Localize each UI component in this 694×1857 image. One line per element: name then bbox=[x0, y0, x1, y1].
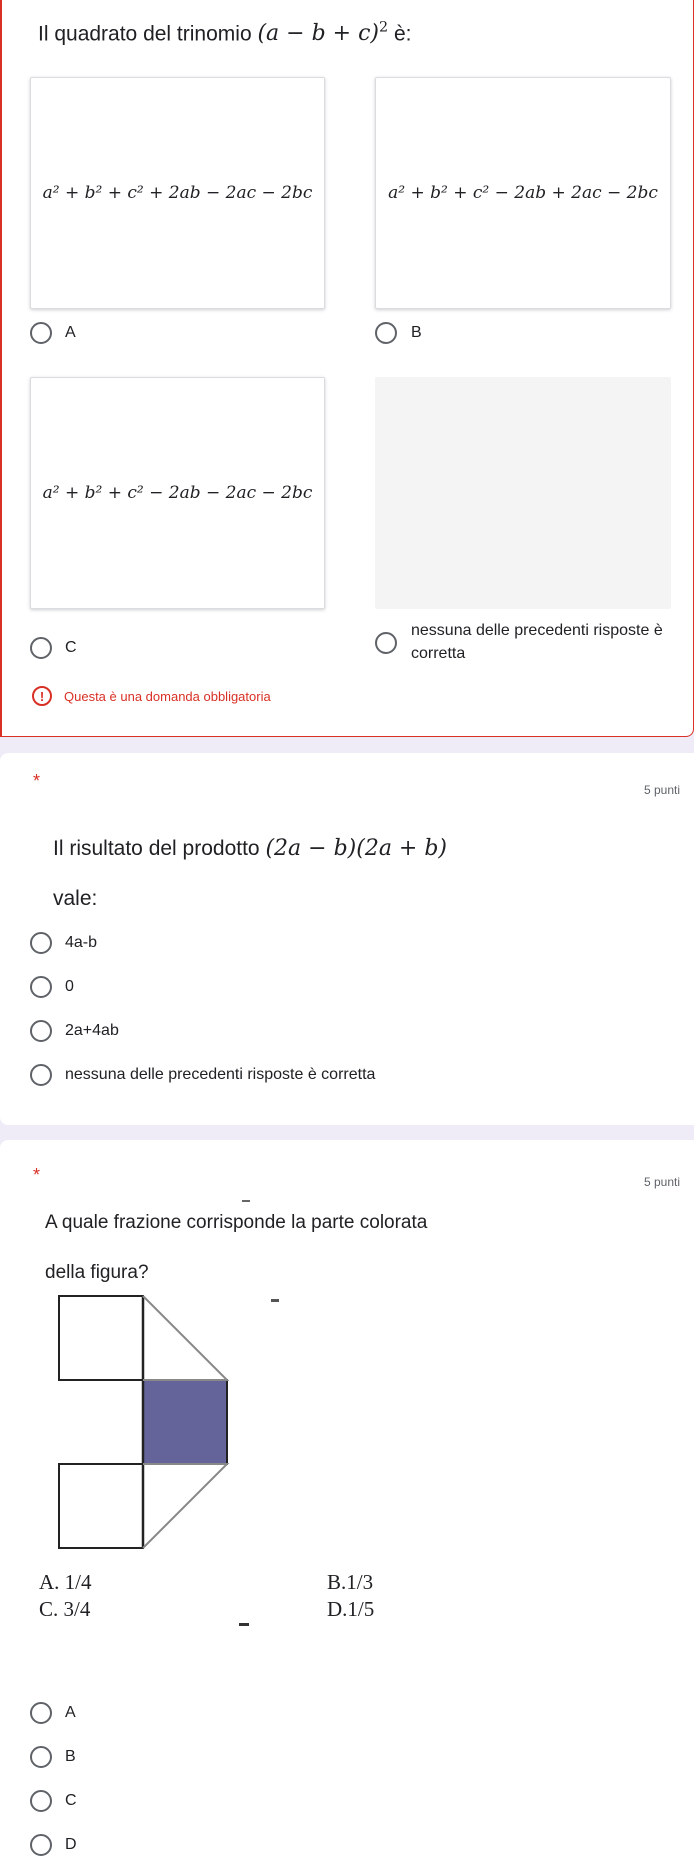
choice-b-label: B bbox=[411, 324, 422, 341]
radio-4a-b[interactable] bbox=[30, 932, 52, 954]
choice-d-label: D bbox=[65, 1836, 77, 1853]
option-image-b[interactable] bbox=[375, 77, 671, 309]
scan-mark bbox=[239, 1623, 249, 1626]
choice-a-label: A bbox=[65, 1704, 76, 1721]
radio-b[interactable] bbox=[30, 1746, 52, 1768]
question-1-math-exp: 2 bbox=[379, 20, 389, 36]
radio-a[interactable] bbox=[30, 1702, 52, 1724]
fraction-figure bbox=[45, 1285, 245, 1561]
radio-b[interactable] bbox=[375, 322, 397, 344]
radio-none[interactable] bbox=[375, 632, 397, 654]
option-c-expression: a² + b² + c² − 2ab − 2ac − 2bc bbox=[42, 483, 313, 503]
question-3-title-line1: A quale frazione corrisponde la parte colorata bbox=[45, 1212, 428, 1233]
radio-c[interactable] bbox=[30, 637, 52, 659]
question-3-title-line2: della figura? bbox=[45, 1262, 149, 1283]
choice-none-label-line1: nessuna delle precedenti risposte è bbox=[411, 622, 663, 639]
radio-d[interactable] bbox=[30, 1834, 52, 1856]
choice-a-label: A bbox=[65, 324, 76, 341]
option-b-expression: a² + b² + c² − 2ab + 2ac − 2bc bbox=[388, 183, 658, 203]
radio-c[interactable] bbox=[30, 1790, 52, 1812]
figure-bottom-triangle bbox=[143, 1464, 227, 1548]
shaded-square bbox=[143, 1380, 227, 1464]
question-2-title-text: Il risultato del prodotto bbox=[53, 837, 266, 860]
radio-none[interactable] bbox=[30, 1064, 52, 1086]
points-label: 5 punti bbox=[643, 783, 680, 797]
option-image-d[interactable] bbox=[375, 377, 671, 609]
question-1-title bbox=[38, 20, 411, 46]
legend-c: C. 3/4 bbox=[39, 1597, 91, 1621]
scan-mark bbox=[242, 1200, 250, 1202]
radio-2a-4ab[interactable] bbox=[30, 1020, 52, 1042]
choice-none-label-line2: corretta bbox=[411, 645, 466, 662]
choice-label: 4a-b bbox=[65, 934, 98, 951]
choice-c-label: C bbox=[65, 1792, 77, 1809]
option-image-c[interactable] bbox=[30, 377, 325, 609]
question-card-1 bbox=[0, 0, 694, 737]
required-error-text: Questa è una domanda obbligatoria bbox=[64, 688, 271, 704]
radio-a[interactable] bbox=[30, 322, 52, 344]
question-1-math-base: (a − b + c) bbox=[257, 21, 379, 47]
question-1-title-math bbox=[257, 21, 388, 46]
option-a-expression: a² + b² + c² + 2ab − 2ac − 2bc bbox=[42, 183, 313, 203]
error-icon: ! bbox=[32, 686, 52, 706]
legend-b: B.1/3 bbox=[327, 1570, 374, 1594]
scan-mark bbox=[271, 1299, 279, 1302]
figure-square-top-left bbox=[59, 1296, 143, 1380]
choice-label: 0 bbox=[65, 978, 74, 995]
figure-square-bottom-left bbox=[59, 1464, 143, 1548]
option-image-a[interactable] bbox=[30, 77, 325, 309]
question-card-2 bbox=[0, 753, 694, 1125]
required-asterisk: * bbox=[33, 771, 41, 791]
question-3-image bbox=[39, 1200, 685, 1655]
question-2-title-math: (2a − b)(2a + b) bbox=[265, 836, 448, 861]
choice-c-label: C bbox=[65, 639, 77, 656]
radio-0[interactable] bbox=[30, 976, 52, 998]
question-1-title-suffix: è: bbox=[388, 22, 412, 46]
choice-label: 2a+4ab bbox=[65, 1022, 119, 1039]
legend-d: D.1/5 bbox=[327, 1597, 375, 1621]
question-2-title bbox=[53, 836, 447, 861]
question-2-title-line2: vale: bbox=[53, 887, 98, 910]
choice-label: nessuna delle precedenti risposte è corretta bbox=[65, 1066, 376, 1083]
question-card-3 bbox=[0, 1140, 694, 1857]
required-error bbox=[32, 686, 271, 706]
question-1-title-text: Il quadrato del trinomio bbox=[38, 22, 258, 46]
choice-b-label: B bbox=[65, 1748, 76, 1765]
points-label: 5 punti bbox=[643, 1175, 680, 1189]
required-asterisk: * bbox=[33, 1165, 41, 1185]
figure-top-triangle bbox=[143, 1296, 227, 1380]
legend-a: A. 1/4 bbox=[39, 1570, 92, 1594]
